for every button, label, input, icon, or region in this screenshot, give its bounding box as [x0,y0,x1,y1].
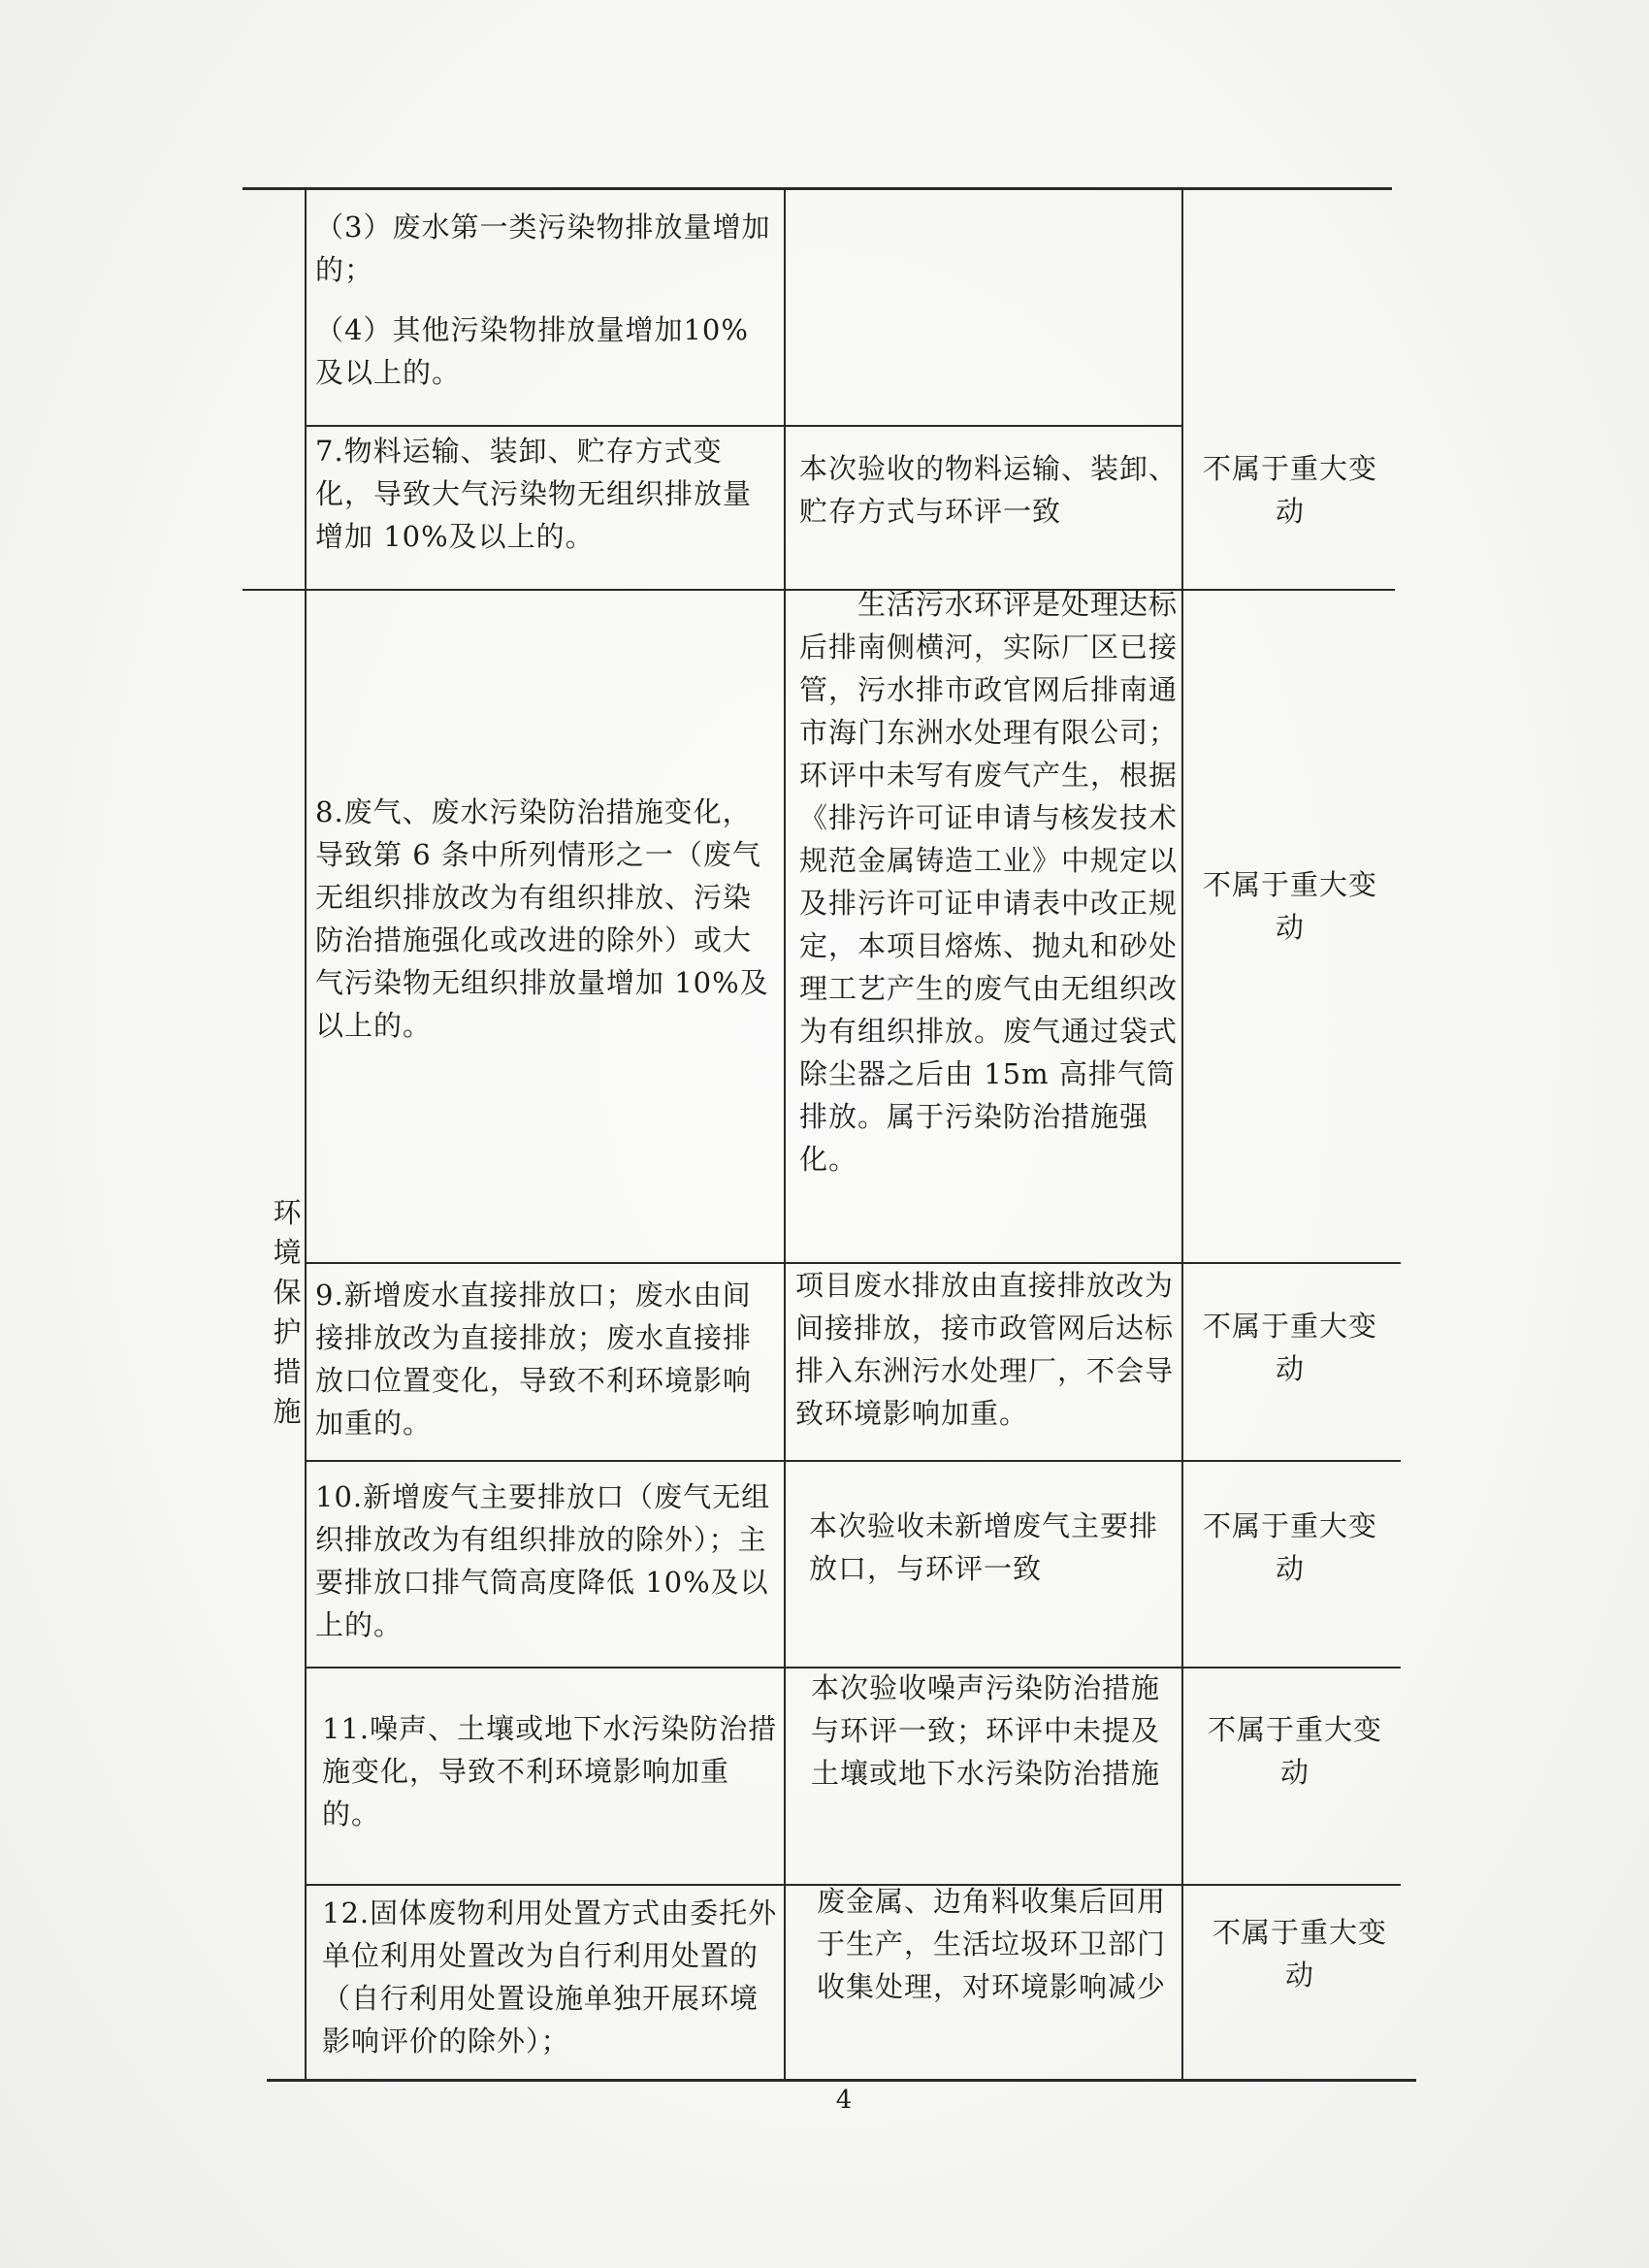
actual-cell-row-8: 生活污水环评是处理达标后排南侧横河，实际厂区已接管，污水排市政官网后排南通市海门东洲水处理有限公司；环评中未写有废气产生，根据《排污许可证申请与核发技术规范金属铸造工业》中规定以及排污许可证申请表中改正规定，本项目熔炼、抛丸和砂处理工艺产生的废气由无组织改为有组织排放。废气通过袋式除尘器之后由 15m 高排气筒排放。属于污染防治措施强化。 [799,588,1179,1176]
item-paragraph-4: （4）其他污染物排放量增加10%及以上的。 [315,313,749,389]
col-divider-1 [305,189,307,2081]
conclusion-cell-row-11: 不属于重大变动 [1208,1713,1383,1789]
actual-cell-row-10: 本次验收未新增废气主要排放口，与环评一致 [809,1509,1159,1585]
conclusion-cell-row-12: 不属于重大变动 [1212,1916,1388,1992]
table-bottom-rule [267,2079,1416,2082]
conclusion-cell-row-9: 不属于重大变动 [1203,1310,1378,1385]
conclusion-cell-row-8: 不属于重大变动 [1203,868,1378,944]
col-divider-3 [1181,189,1183,2081]
conclusion-cell-row-10: 不属于重大变动 [1203,1509,1378,1585]
table-top-rule [242,187,1392,190]
actual-cell-row-12: 废金属、边角料收集后回用于生产，生活垃圾环卫部门收集处理，对环境影响减少 [817,1885,1167,2003]
row-divider-1 [305,425,1183,427]
item-cell-row-7: 7.物料运输、装卸、贮存方式变化，导致大气污染物无组织排放量增加 10%及以上的。 [315,435,753,553]
category-label: 环境保护措施 [273,1196,302,1428]
item-cell-row-9: 9.新增废水直接排放口；废水由间接排放改为直接排放；废水直接排放口位置变化，导致不利环境影响加重的。 [315,1279,753,1440]
item-cell-row-8: 8.废气、废水污染防治措施变化，导致第 6 条中所列情形之一（废气无组织排放改为有组织排放、污染防治措施强化或改进的除外）或大气污染物无组织排放量增加 10%及以上的。 [315,795,769,1042]
page-number: 4 [835,2086,853,2115]
item-cell-row-0 [315,206,776,394]
item-paragraph-3: （3）废水第一类污染物排放量增加的； [315,211,771,286]
actual-cell-row-9: 项目废水排放由直接排放改为间接排放，接市政管网后达标排入东洲污水处理厂，不会导致环境影响加重。 [795,1269,1175,1430]
actual-cell-row-11: 本次验收噪声污染防治措施与环评一致；环评中未提及土壤或地下水污染防治措施 [811,1671,1161,1790]
item-cell-row-12: 12.固体废物利用处置方式由委托外单位利用处置改为自行利用处置的（自行利用处置设施单独开展环境影响评价的除外）； [322,1896,778,2057]
conclusion-cell-row-7: 不属于重大变动 [1203,452,1378,528]
actual-cell-row-7: 本次验收的物料运输、装卸、贮存方式与环评一致 [799,452,1179,528]
item-cell-row-11: 11.噪声、土壤或地下水污染防治措施变化，导致不利环境影响加重的。 [322,1712,778,1831]
row-divider-4 [307,1460,1401,1462]
item-cell-row-10: 10.新增废气主要排放口（废气无组织排放改为有组织排放的除外）；主要排放口排气筒高度降低 10%及以上的。 [315,1480,771,1641]
